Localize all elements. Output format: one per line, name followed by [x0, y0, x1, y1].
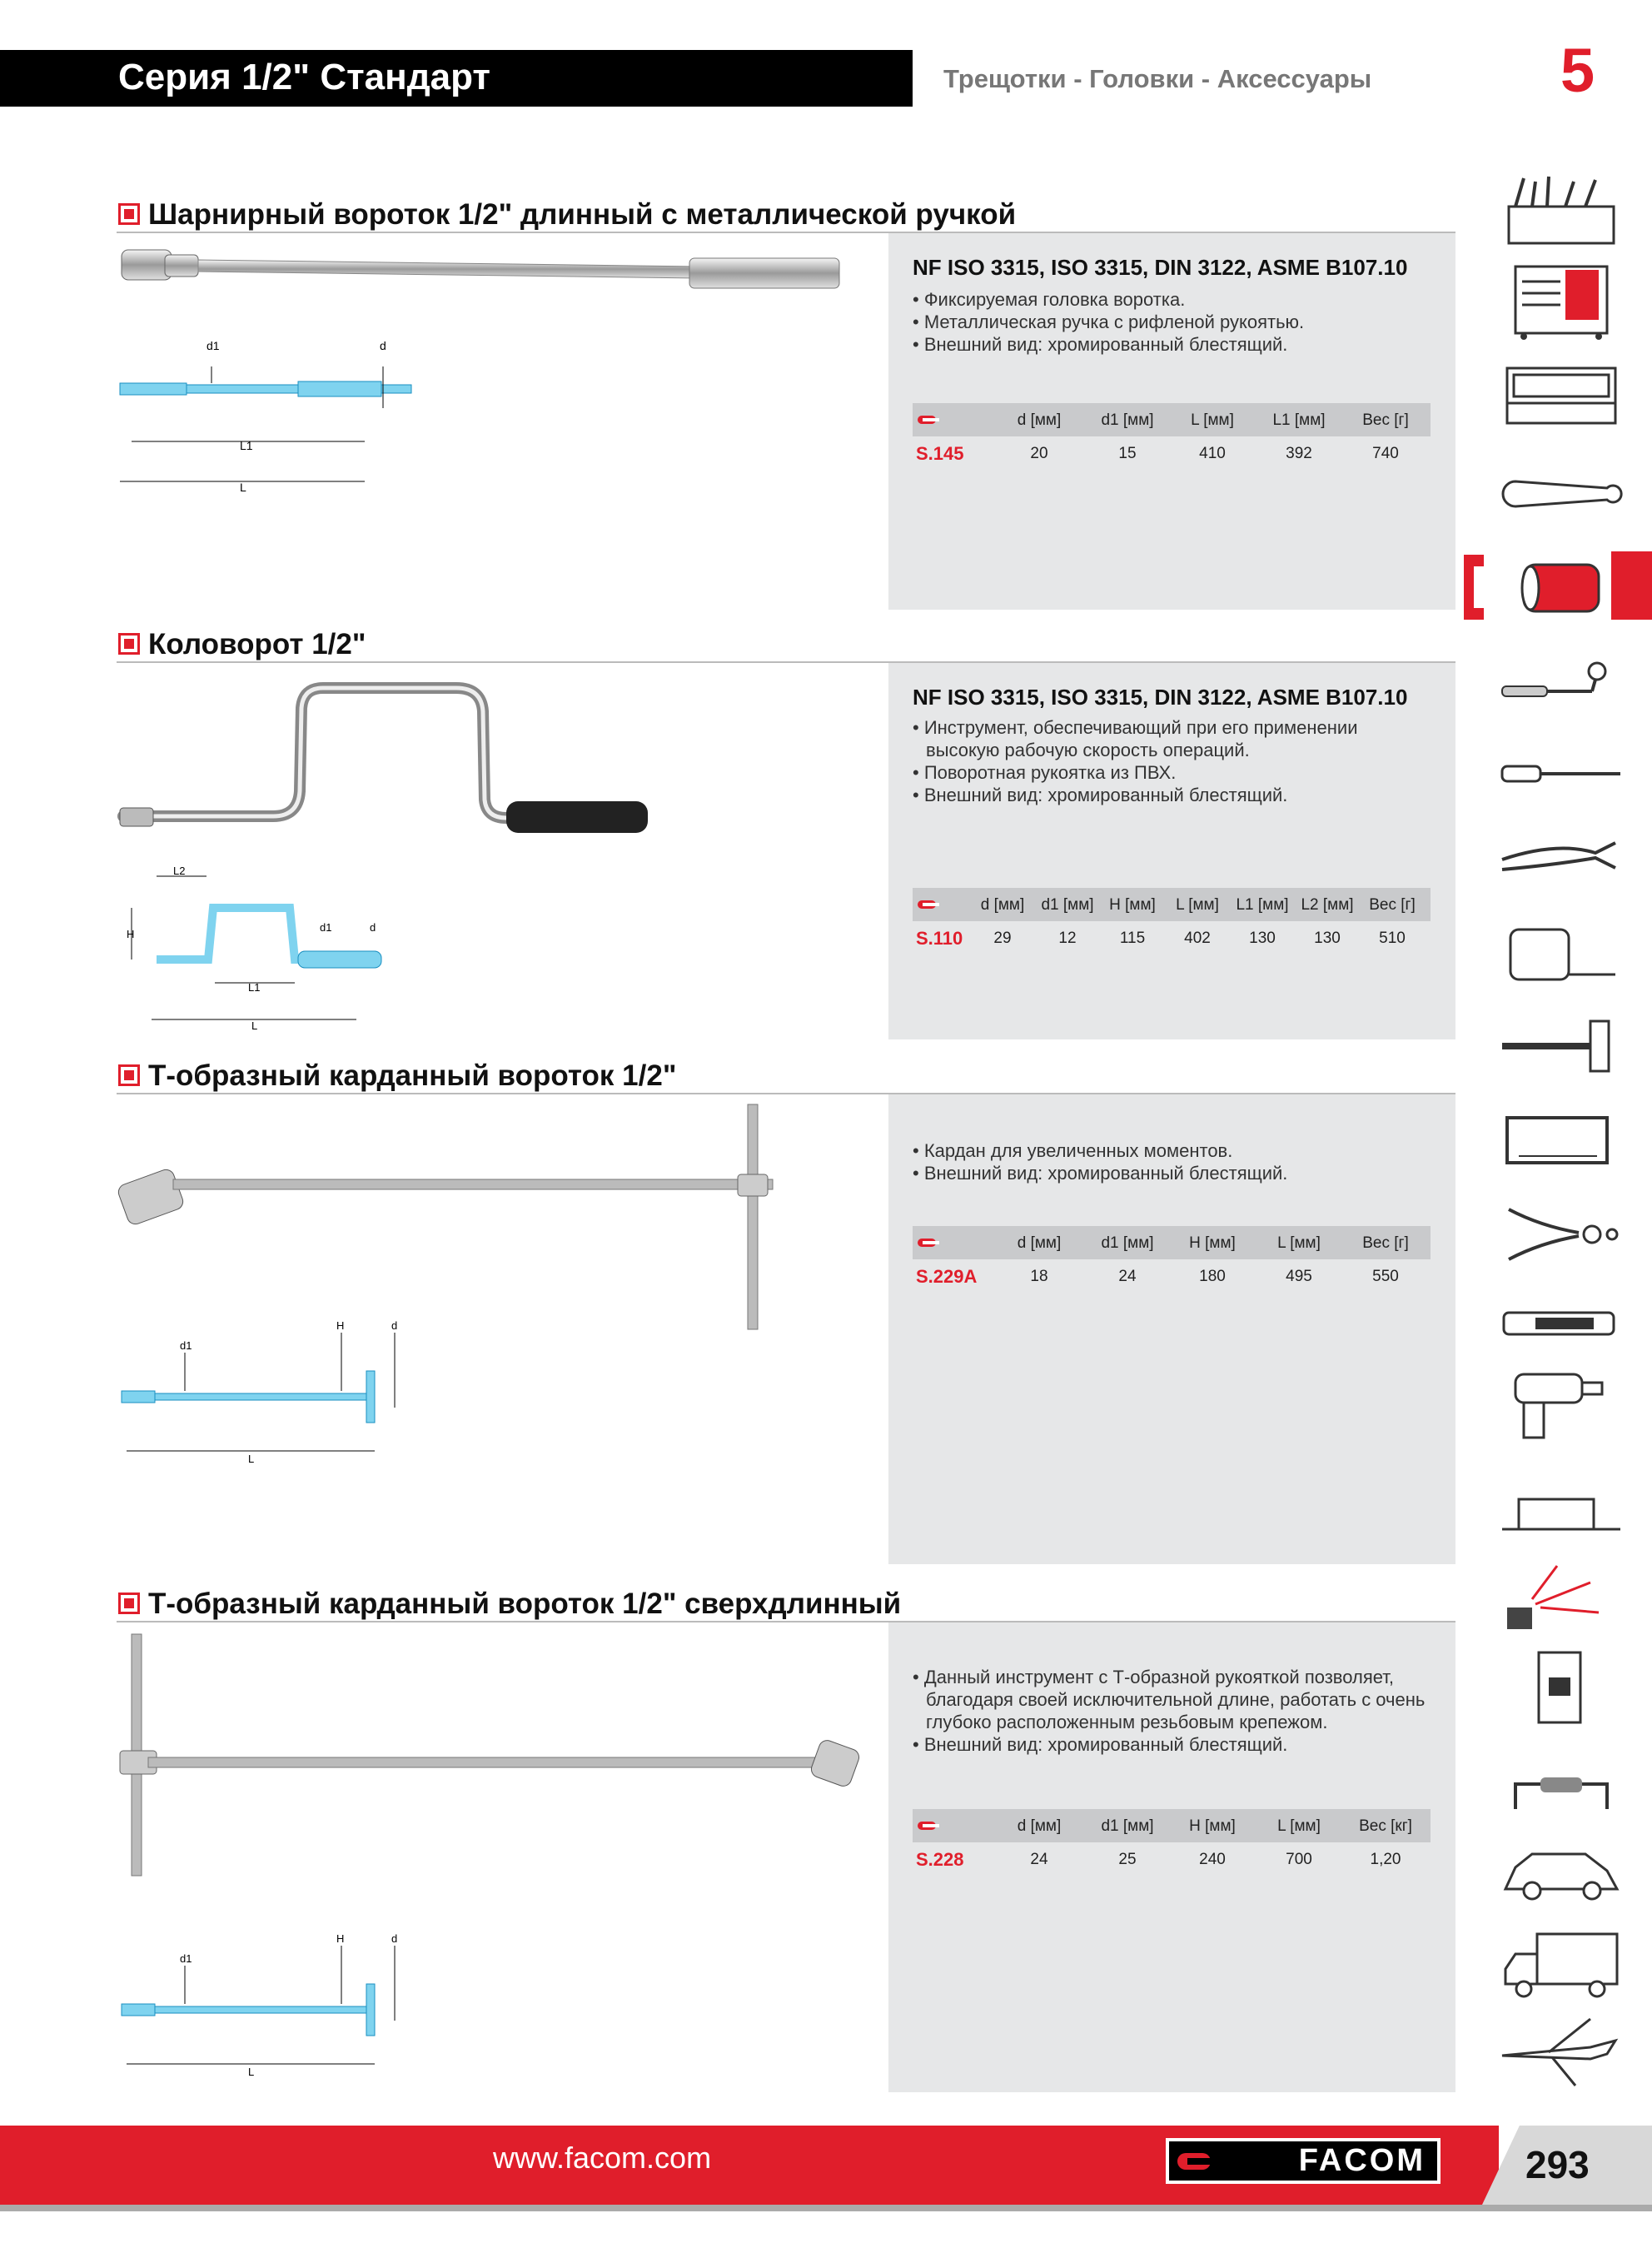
feature-list: • Кардан для увеличенных моментов. • Внешний вид: хромированный блестящий.	[913, 1140, 1288, 1184]
svg-text:L: L	[251, 1019, 258, 1032]
svg-text:L: L	[240, 481, 246, 494]
speed-brace-photo	[115, 675, 664, 841]
product-ref[interactable]: S.229A	[916, 1266, 978, 1287]
section-title: Т-образный карданный вороток 1/2" сверхдлинный	[148, 1588, 902, 1620]
t-handle-diagram	[115, 1316, 431, 1466]
car-icon[interactable]	[1499, 1836, 1624, 1911]
handle-icon[interactable]	[1499, 1751, 1624, 1826]
chapter-number: 5	[1560, 36, 1595, 105]
page-subtitle: Трещотки - Головки - Аксессуары	[943, 64, 1372, 93]
svg-text:L: L	[248, 2066, 255, 2078]
wrench-ref-icon	[918, 1820, 943, 1832]
section-title: Шарнирный вороток 1/2" длинный с металлической ручкой	[148, 198, 1017, 231]
wrench-ref-icon	[918, 899, 943, 910]
svg-text:L2: L2	[173, 866, 186, 877]
hammer-icon[interactable]	[1499, 1004, 1624, 1079]
svg-text:d: d	[391, 1319, 398, 1332]
svg-text:L1: L1	[240, 439, 253, 452]
svg-text:d1: d1	[320, 921, 332, 934]
airplane-icon[interactable]	[1499, 2016, 1624, 2091]
table-row: S.145 20 15 410 392 740	[916, 443, 1399, 464]
table-header: d [мм] d1 [мм] H [мм] L [мм] Вес [г]	[913, 1226, 1431, 1259]
table-header: d [мм] d1 [мм] H [мм] L [мм] L1 [мм] L2 [мм] Вес [г]	[913, 888, 1431, 921]
footer-stripe	[0, 2205, 1652, 2211]
flex-handle-diagram	[115, 333, 423, 500]
website-link[interactable]: www.facom.com	[493, 2141, 712, 2175]
electrical-icon[interactable]	[1499, 1649, 1624, 1724]
facom-logo	[1166, 2138, 1441, 2184]
svg-text:d: d	[370, 921, 376, 934]
svg-text:H: H	[336, 1319, 345, 1332]
svg-text:L: L	[248, 1453, 255, 1465]
svg-text:d: d	[380, 339, 386, 352]
wrench-ref-icon	[918, 414, 943, 426]
truck-icon[interactable]	[1499, 1929, 1624, 2004]
section-title: Т-образный карданный вороток 1/2"	[148, 1059, 677, 1092]
tape-measure-icon[interactable]	[1499, 916, 1624, 991]
table-row: S.110 29 12 115 402 130 130 510	[916, 928, 1406, 949]
page-title: Серия 1/2" Стандарт	[118, 57, 490, 97]
impact-wrench-icon[interactable]	[1499, 1366, 1624, 1441]
product-ref[interactable]: S.145	[916, 443, 964, 464]
safety-icon[interactable]	[1499, 1558, 1624, 1632]
ratchet-handle-icon[interactable]	[1499, 650, 1624, 725]
tool-case-icon[interactable]	[1499, 173, 1624, 248]
pliers-icon[interactable]	[1499, 825, 1624, 900]
svg-text:d1: d1	[206, 339, 220, 352]
facom-wrench-icon	[1177, 2150, 1224, 2173]
table-row: S.228 24 25 240 700 1,20	[916, 1849, 1401, 1870]
wrench-icon[interactable]	[1499, 456, 1624, 531]
feature-list: • Фиксируемая головка воротка. • Металлическая ручка с рифленой рукоятью. • Внешний вид: хромированный блестящий.	[913, 289, 1305, 355]
wrench-ref-icon	[918, 1237, 943, 1249]
active-bracket-icon	[1462, 553, 1485, 621]
drawer-icon[interactable]	[1499, 360, 1624, 435]
tool-cabinet-icon[interactable]	[1499, 265, 1624, 340]
table-header: d [мм] d1 [мм] L [мм] L1 [мм] Вес [г]	[913, 403, 1431, 436]
feature-list: • Данный инструмент с Т-образной рукояткой позволяет, благодаря своей исключительной длине, работать с очень глубоко расположенным резьбовым крепежом. • Внешний вид: хромированный блестящий.	[913, 1667, 1426, 1755]
table-row: S.229A 18 24 180 495 550	[916, 1266, 1399, 1287]
page-number: 293	[1525, 2143, 1590, 2186]
svg-text:L1: L1	[248, 981, 261, 994]
product-ref[interactable]: S.110	[916, 928, 963, 949]
feature-list: • Инструмент, обеспечивающий при его применении высокую рабочую скорость операций. • Поворотная рукоятка из ПВХ. • Внешний вид: хромированный блестящий.	[913, 717, 1358, 805]
standards: NF ISO 3315, ISO 3315, DIN 3122, ASME B107.10	[913, 255, 1408, 280]
svg-text:H: H	[336, 1932, 345, 1945]
flex-handle-photo	[115, 243, 864, 302]
table-header: d [мм] d1 [мм] H [мм] L [мм] Вес [кг]	[913, 1809, 1431, 1842]
speed-brace-diagram	[115, 866, 398, 1033]
screwdriver-icon[interactable]	[1499, 735, 1624, 810]
t-handle-photo	[115, 1101, 798, 1334]
svg-text:d1: d1	[180, 1952, 192, 1965]
long-t-handle-diagram	[115, 1929, 431, 2079]
long-t-handle-photo	[115, 1631, 864, 1881]
svg-text:d: d	[391, 1932, 398, 1945]
vise-icon[interactable]	[1499, 1474, 1624, 1549]
tester-icon[interactable]	[1499, 1283, 1624, 1358]
product-ref[interactable]: S.228	[916, 1849, 964, 1870]
svg-text:d1: d1	[180, 1339, 192, 1352]
puller-icon[interactable]	[1499, 1193, 1624, 1268]
brand-name: FACOM	[1298, 2143, 1426, 2178]
section-title: Коловорот 1/2"	[148, 628, 366, 660]
svg-text:H: H	[127, 928, 135, 940]
standards: NF ISO 3315, ISO 3315, DIN 3122, ASME B107.10	[913, 685, 1408, 710]
hacksaw-icon[interactable]	[1499, 1101, 1624, 1176]
socket-icon[interactable]	[1499, 550, 1624, 625]
